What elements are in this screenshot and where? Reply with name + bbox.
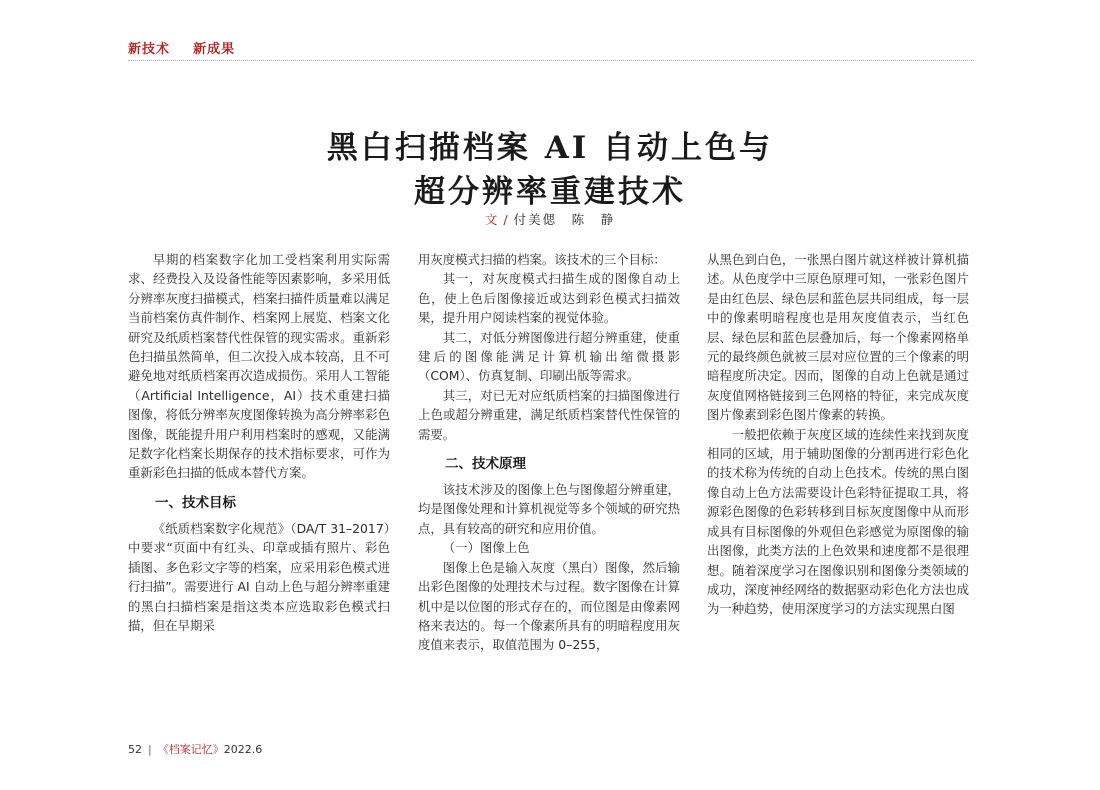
byline-wen: 文 <box>484 212 500 227</box>
section-header <box>128 38 974 61</box>
paragraph: 用灰度模式扫描的档案。该技术的三个目标： <box>418 252 666 267</box>
paragraph: 早期的档案数字化加工受档案利用实际需求、经费投入及设备性能等因素影响，多采用低分辨率灰度扫描模式，档案扫描件质量难以满足当前档案仿真件制作、档案网上展览、档案文化研究及纸质档案替代性保管的现实需求。重新彩色扫描虽然简单，但二次投入成本较高，且不可避免地对纸质档案再次造成损伤。采用人工智能（Artificial Intelligence，AI）技术重建扫描图像，将低分辨率灰度图像转换为高分辨率彩色图像，既能提升用户利用档案时的感观，又能满足数字化档案长期保存的技术指标要求，可作为重新彩色扫描的低成本替代方案。 <box>128 252 390 481</box>
text-column-1 <box>128 250 390 635</box>
magazine-name: 《档案记忆》 <box>157 743 224 756</box>
page-footer <box>128 741 262 757</box>
paragraph: 该技术涉及的图像上色与图像超分辨重建，均是图像处理和计算机视觉等多个领域的研究热点，具有较高的研究和应用价值。 <box>418 482 680 536</box>
paragraph: 其二，对低分辨图像进行超分辨重建，使重建后的图像能满足计算机输出缩微摄影（COM）、仿真复制、印刷出版等需求。 <box>418 329 680 384</box>
article-title <box>0 126 1100 214</box>
page-number: 52 <box>128 743 142 756</box>
paragraph: 一般把依赖于灰度区域的连续性来找到灰度相同的区域，用于辅助图像的分割再进行彩色化的技术称为传统的自动上色技术。传统的黑白图像自动上色方法需要设计色彩特征提取工具，将源彩色图像的色彩转移到目标灰度图像中从而形成具有目标图像的外观但色彩感觉为原图像的输出图像，此类方法的上色效果和速度都不是很理想。随着深度学习在图像识别和图像分类领域的成功，深度神经网络的数据驱动彩色化方法也成为一种趋势，使用深度学习的方法实现黑白图 <box>707 426 969 617</box>
title-line-1: 黑白扫描档案 AI 自动上色与 <box>326 130 774 166</box>
section-label-new-tech: 新技术 <box>128 42 171 57</box>
section-label-new-results: 新成果 <box>193 42 236 57</box>
paragraph: 《纸质档案数字化规范》（DA/T 31–2017）中要求“页面中有红头、印章或插有照片、彩色插图、多色彩文字等的档案，应采用彩色模式进行扫描”。需要进行 AI 自动上色与超分辨率重建的黑白扫描档案是指这类本应选取彩色模式扫描，但在早期采 <box>128 520 390 633</box>
subsection-heading-colorization: （一）图像上色 <box>442 540 530 556</box>
issue-number: 2022.6 <box>223 743 263 756</box>
section-heading-goals: 一、技术目标 <box>155 494 236 511</box>
byline <box>0 210 1100 228</box>
paragraph: 从黑色到白色，一张黑白图片就这样被计算机描述。从色度学中三原色原理可知，一张彩色图片是由红色层、绿色层和蓝色层共同组成，每一层中的像素明暗程度也是用灰度值表示，当红色层、绿色层和蓝色层叠加后，每一个像素网格单元的最终颜色就被三层对应位置的三个像素的明暗程度所决定。因而，图像的自动上色就是通过灰度值网格链接到三色网格的特征，来完成灰度图片像素到彩色图片像素的转换。 <box>707 252 969 423</box>
byline-authors: 付美偲 陈 静 <box>513 212 616 227</box>
paragraph: 其一，对灰度模式扫描生成的图像自动上色，使上色后图像接近或达到彩色模式扫描效果，提升用户阅读档案的视觉体验。 <box>418 271 680 326</box>
footer-divider: | <box>148 743 152 756</box>
paragraph: 图像上色是输入灰度（黑白）图像，然后输出彩色图像的处理技术与过程。数字图像在计算机中是以位图的形式存在的，而位图是由像素网格来表达的。每一个像素所具有的明暗程度用灰度值来表示，取值范围为 0–255， <box>418 559 680 653</box>
text-column-3 <box>707 250 969 619</box>
title-line-2: 超分辨率重建技术 <box>414 174 686 210</box>
paragraph: 其三，对已无对应纸质档案的扫描图像进行上色或超分辨重建，满足纸质档案替代性保管的需要。 <box>418 387 680 442</box>
byline-slash: / <box>503 212 510 227</box>
text-column-2 <box>418 250 680 655</box>
section-heading-principles: 二、技术原理 <box>445 456 526 473</box>
